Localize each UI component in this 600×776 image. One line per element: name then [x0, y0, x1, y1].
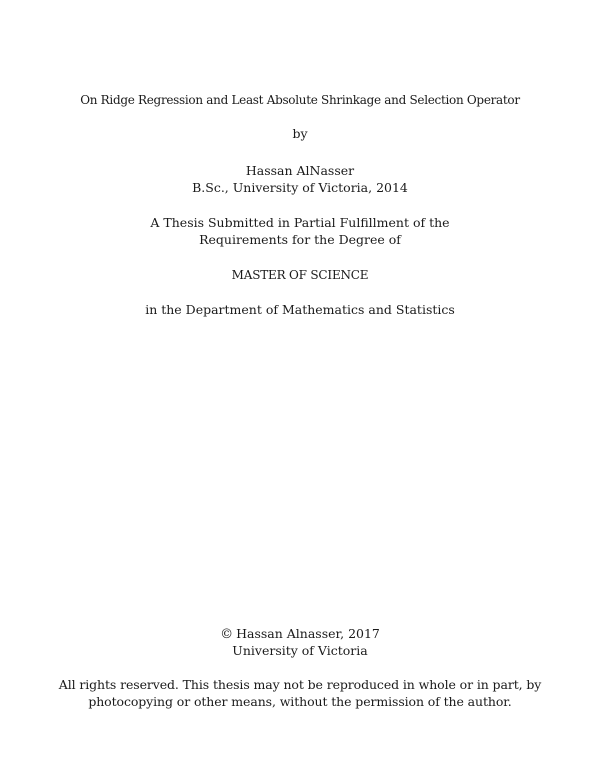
thesis-title: On Ridge Regression and Least Absolute Shrinkage and Selection Operator — [80, 93, 520, 107]
by-label: by — [292, 126, 308, 141]
previous-degree: B.Sc., University of Victoria, 2014 — [192, 180, 408, 195]
copyright-institution: University of Victoria — [232, 643, 368, 658]
rights-statement-line1: All rights reserved. This thesis may not be reproduced in whole or in part, by — [58, 677, 542, 692]
rights-statement-line2: photocopying or other means, without the permission of the author. — [88, 694, 512, 709]
copyright-symbol: © — [220, 627, 234, 642]
degree-name: MASTER OF SCIENCE — [231, 268, 369, 282]
copyright-holder: Hassan Alnasser, 2017 — [236, 626, 380, 641]
submission-statement-line1: A Thesis Submitted in Partial Fulfillment of the — [150, 215, 450, 230]
submission-statement-line2: Requirements for the Degree of — [199, 232, 401, 247]
copyright-line — [0, 626, 600, 643]
department: in the Department of Mathematics and Statistics — [145, 302, 455, 317]
author-name: Hassan AlNasser — [245, 163, 355, 178]
